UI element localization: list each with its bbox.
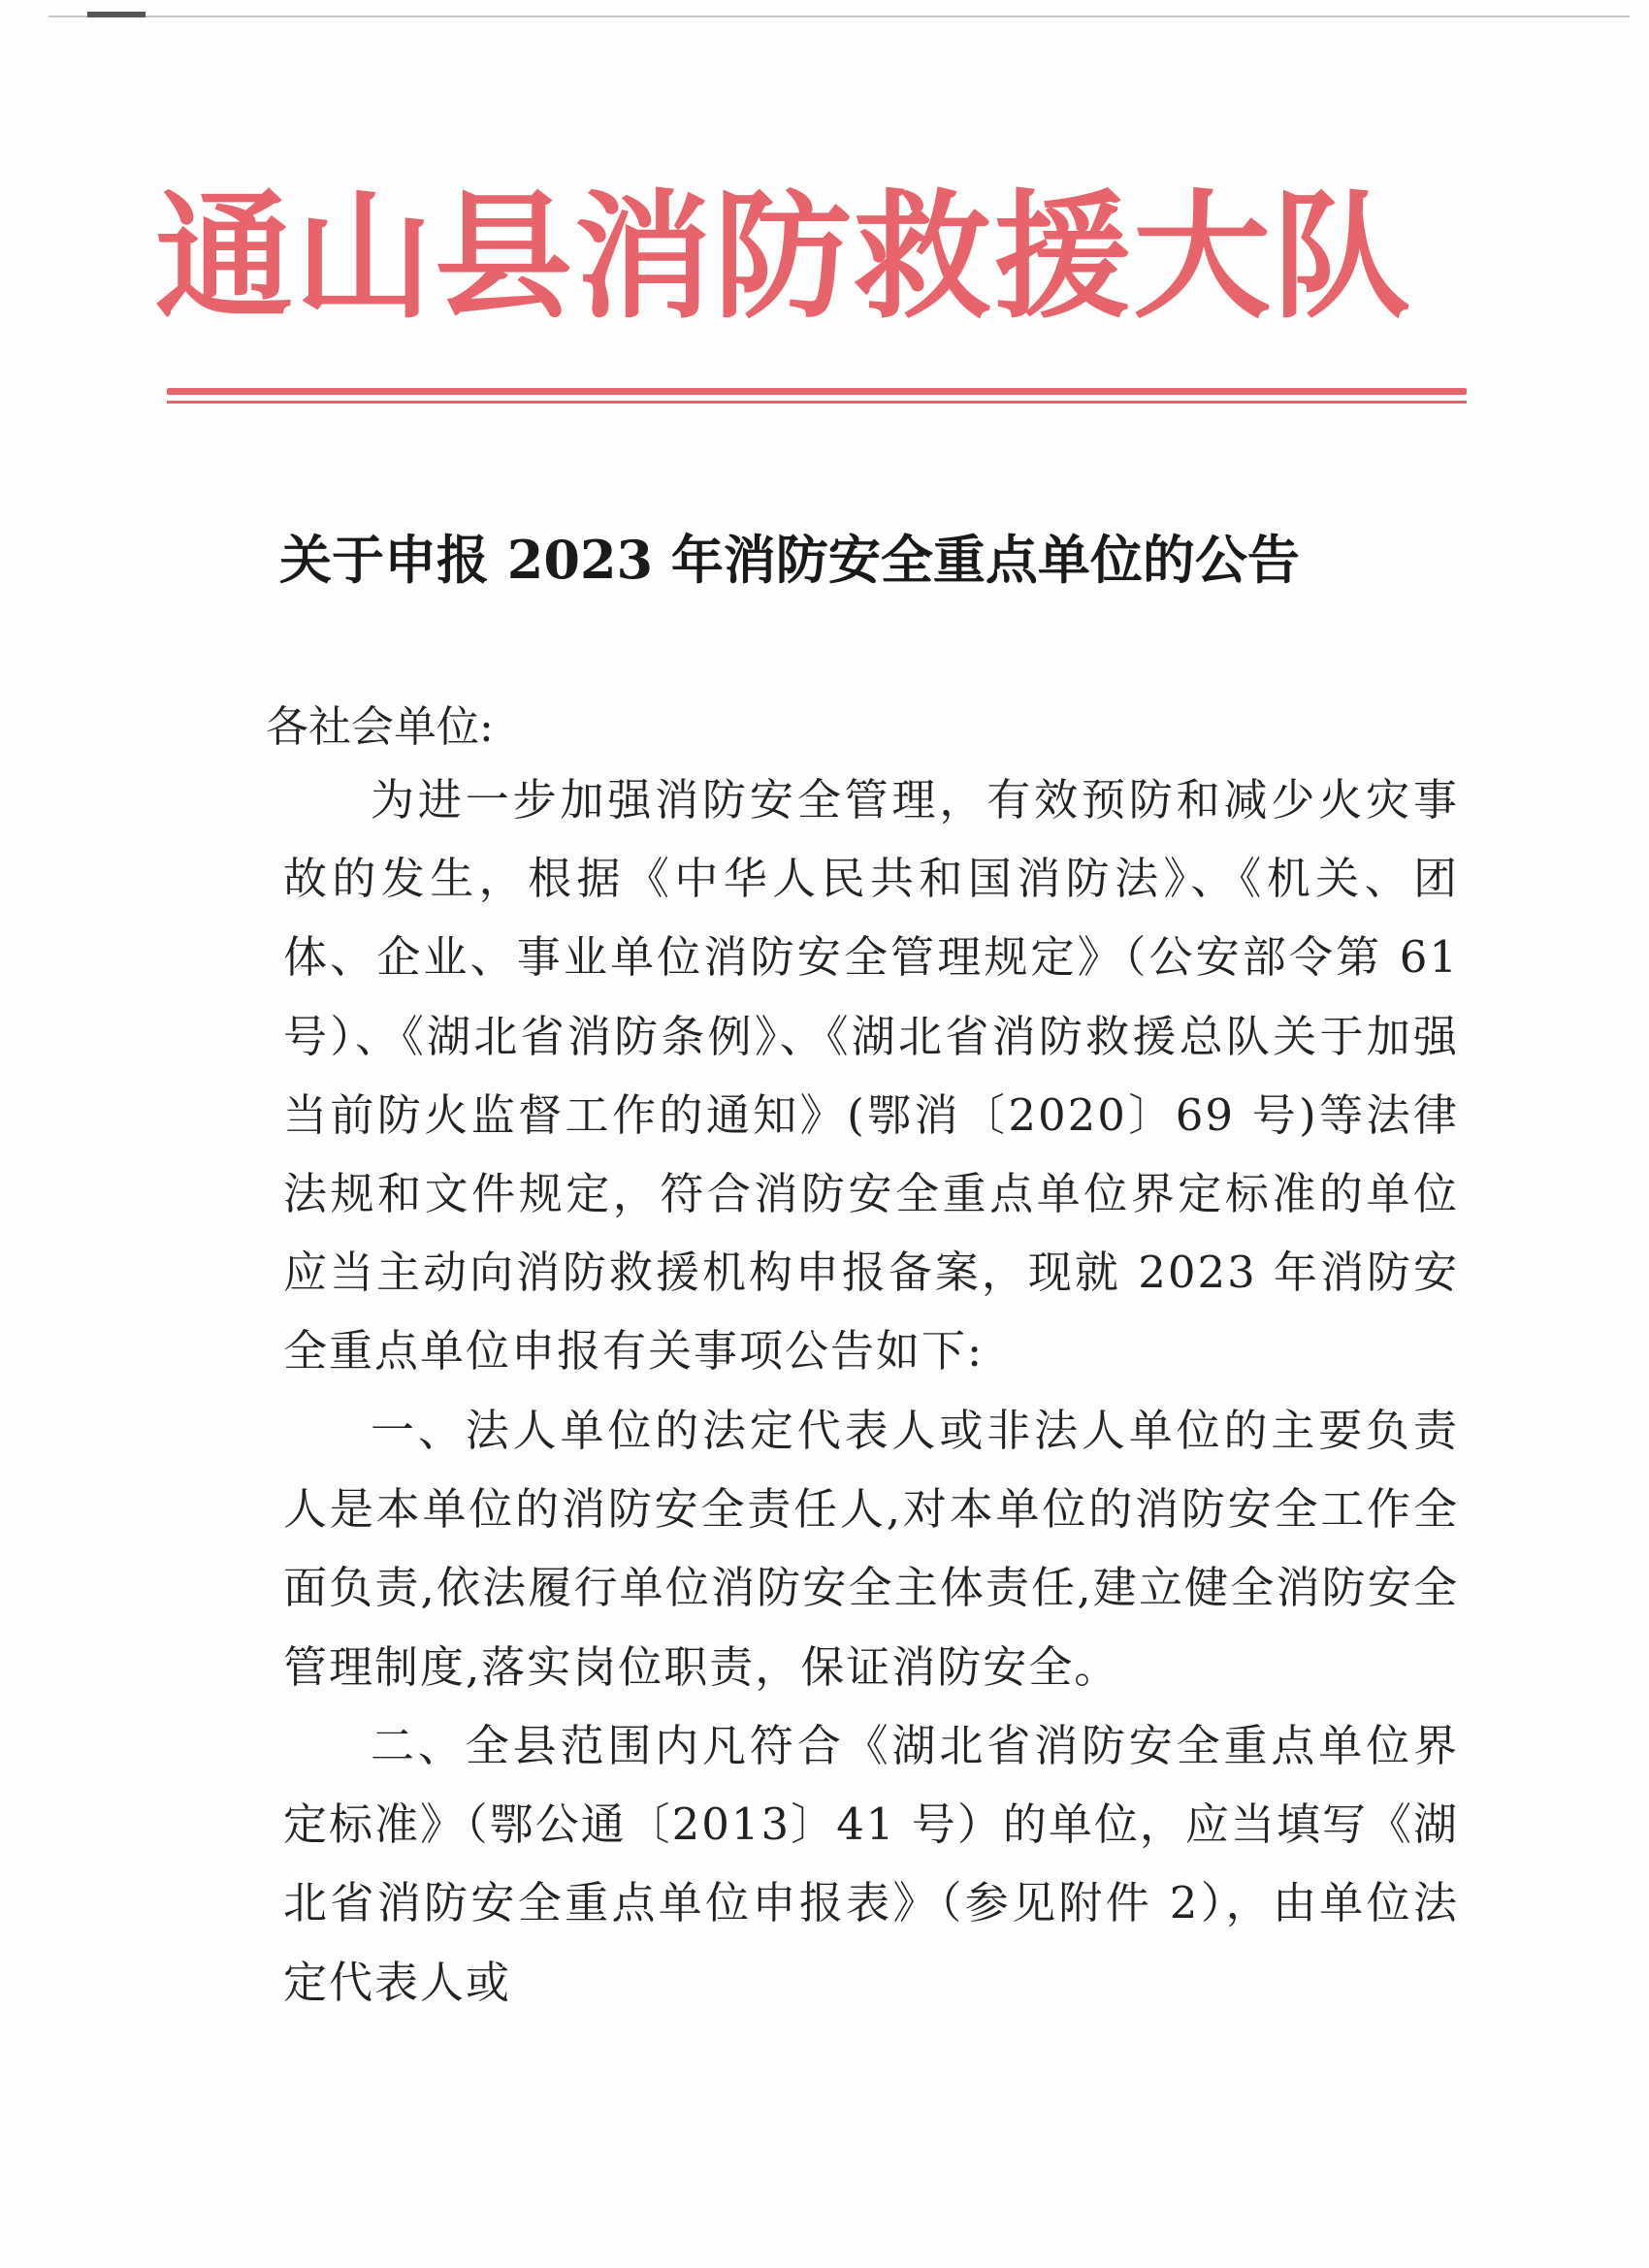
scan-edge-line [48, 16, 1630, 17]
paragraph-item-1: 一、法人单位的法定代表人或非法人单位的主要负责人是本单位的消防安全责任人,对本单位的消防安全工作全面负责,依法履行单位消防安全主体责任,建立健全消防安全管理制度,落实岗位职责，保证消防安全。 [283, 1405, 1459, 1693]
letterhead-rule-thin [167, 401, 1467, 404]
notice-title: 关于申报 2023 年消防安全重点单位的公告 [279, 529, 1300, 591]
letterhead-rule-thick [167, 388, 1467, 395]
paragraph-item-2: 二、全县范围内凡符合《湖北省消防安全重点单位界定标准》（鄂公通〔2013〕41 号）的单位，应当填写《湖北省消防安全重点单位申报表》（参见附件 2），由单位法定代表人或 [283, 1720, 1459, 2008]
scan-edge-mark [87, 12, 146, 17]
agency-letterhead: 通山县消防救援大队 [155, 177, 1412, 338]
paragraph-intro: 为进一步加强消防安全管理，有效预防和减少火灾事故的发生，根据《中华人民共和国消防法》、《机关、团体、企业、事业单位消防安全管理规定》（公安部令第 61 号）、《湖北省消防条例》、《湖北省消防救援总队关于加强当前防火监督工作的通知》(鄂消〔2020〕69 号)等法律法规和文件规定，符合消防安全重点单位界定标准的单位应当主动向消防救援机构申报备案，现就 2023 年消防安全重点单位申报有关事项公告如下: [283, 774, 1459, 1377]
salutation: 各社会单位: [266, 702, 494, 752]
